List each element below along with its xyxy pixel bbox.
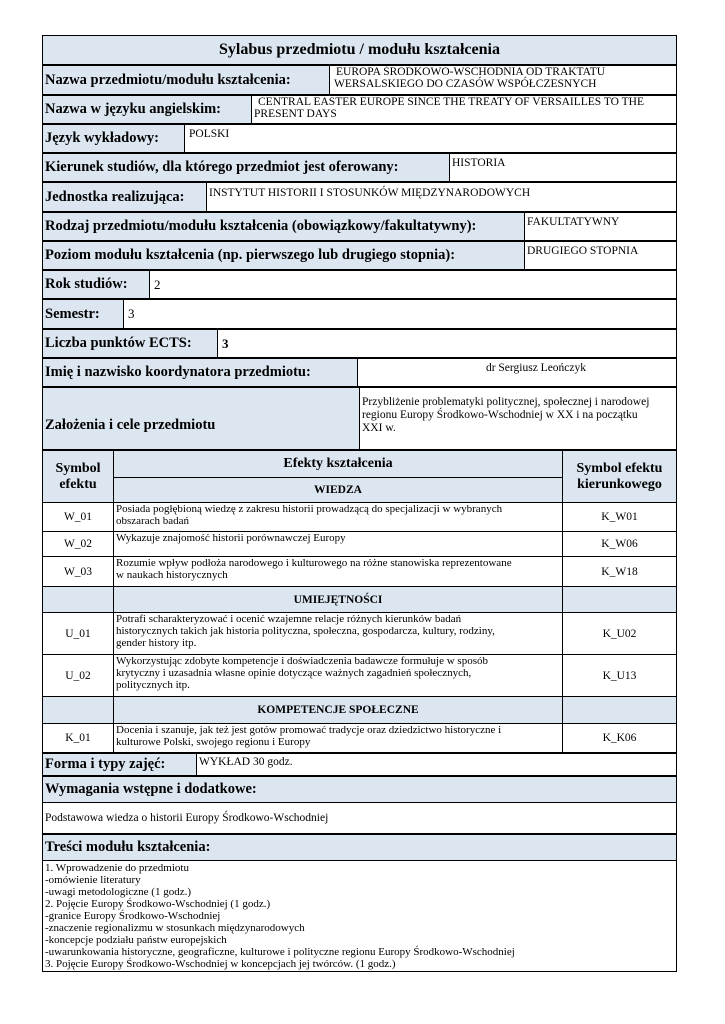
effect-code: W_03 [43,557,114,587]
contents-label: Treści modułu kształcenia: [43,835,677,861]
effect-line: krytyczny i uzasadnia własne opinie dotyczące ważnych zagadnień społecznych, [116,667,472,679]
competence-header-spacer [563,697,677,724]
english-value-line1: CENTRAL EASTER EUROPE SINCE THE TREATY OF VERSAILLES TO THE [258,96,645,108]
document-title: Sylabus przedmiotu / modułu kształcenia [43,36,677,65]
list-item: -koncepcje podziału państw europejskich [45,934,227,946]
effect-code: W_02 [43,532,114,557]
list-item: 1. Wprowadzenie do przedmiotu [45,862,189,874]
name-row [42,65,677,95]
effect-line: w naukach historycznych [116,569,228,581]
language-row [42,124,677,153]
header-table [42,35,677,65]
coordinator-value: dr Sergiusz Leończyk [358,359,677,387]
contents-section [42,834,677,972]
unit-row [42,182,677,212]
semester-label: Semestr: [43,300,124,329]
english-label: Nazwa w języku angielskim: [43,96,252,124]
effect-code: K_01 [43,724,114,753]
requirements-section [42,776,677,834]
competence-header-spacer [43,697,114,724]
direction-value: HISTORIA [450,154,677,182]
effect-description [114,724,563,753]
effect-line: Potrafi scharakteryzować i ocenić wzajemne relacje różnych kierunków badań [116,613,462,625]
level-row [42,241,677,270]
direction-symbol-header [563,451,677,503]
list-item: -granice Europy Środkowo-Wschodniej [45,910,221,922]
competence-header: KOMPETENCJE SPOŁECZNE [114,697,563,724]
effect-description [114,503,563,532]
list-item: -znaczenie regionalizmu w stosunkach międzynarodowych [45,922,305,934]
list-item: -uwagi metodologiczne (1 godz.) [45,886,192,898]
effect-code: U_01 [43,613,114,655]
level-value: DRUGIEGO STOPNIA [525,242,677,270]
effect-ref: K_W18 [563,557,677,587]
type-row [42,212,677,241]
type-value: FAKULTATYWNY [525,213,677,241]
symbol-header [43,451,114,503]
contents-list [43,861,677,972]
direction-row [42,153,677,182]
goals-value-line3: XXI w. [362,422,396,434]
effects-table [42,450,677,753]
type-label: Rodzaj przedmiotu/modułu kształcenia (obowiązkowy/fakultatywny): [43,213,525,241]
english-value-line2: PRESENT DAYS [254,108,337,120]
effect-line: Rozumie wpływ podłoża narodowego i kulturowego na różne stanowiska reprezentowane [116,557,512,569]
effect-description [114,557,563,587]
effect-line: Wykorzystując zdobyte kompetencje i doświadczenia badawcze formułuje w sposób [116,655,488,667]
effect-description [114,532,563,557]
year-label: Rok studiów: [43,271,150,299]
goals-value-line2: regionu Europy Środkowo-Wschodniej w XX i na początku [362,409,638,421]
goals-row [42,387,677,450]
direction-label: Kierunek studiów, dla którego przedmiot jest oferowany: [43,154,450,182]
goals-label: Założenia i cele przedmiotu [43,388,360,450]
effect-description [114,613,563,655]
effect-ref: K_U02 [563,613,677,655]
direction-symbol-header-line1: Symbol efektu [576,460,663,476]
skills-header-spacer [563,587,677,613]
ects-label: Liczba punktów ECTS: [43,330,218,358]
direction-symbol-header-line2: kierunkowego [577,476,662,492]
effect-ref: K_W06 [563,532,677,557]
forms-row [42,753,677,776]
skills-header: UMIEJĘTNOŚCI [114,587,563,613]
language-value: POLSKI [185,125,677,153]
effects-header: Efekty kształcenia [114,451,563,478]
effect-line: Docenia i szanuje, jak też jest gotów promować tradycje oraz dziedzictwo historyczne i [116,724,502,736]
name-value [330,66,677,95]
year-row [42,270,677,299]
name-value-line2: WERSALSKIEGO DO CZASÓW WSPÓŁCZESNYCH [334,78,597,90]
unit-label: Jednostka realizująca: [43,183,207,212]
effect-line: obszarach badań [116,515,189,527]
table-row [43,503,677,532]
effect-line: historycznych takich jak historia polityczna, społeczna, gospodarcza, kultury, rodziny, [116,625,495,637]
name-label: Nazwa przedmiotu/modułu kształcenia: [43,66,330,95]
knowledge-header: WIEDZA [114,478,563,503]
effect-line: politycznych itp. [116,679,190,691]
english-value [252,96,677,124]
coordinator-row [42,358,677,387]
year-value: 2 [150,271,677,299]
table-row [43,557,677,587]
list-item: -omówienie literatury [45,874,141,886]
effect-code: U_02 [43,655,114,697]
effect-ref: K_U13 [563,655,677,697]
level-label: Poziom modułu kształcenia (np. pierwszego lub drugiego stopnia): [43,242,525,270]
skills-header-spacer [43,587,114,613]
requirements-value: Podstawowa wiedza o historii Europy Środkowo-Wschodniej [43,803,677,834]
ects-row [42,329,677,358]
ects-value: 3 [218,330,677,358]
coordinator-label: Imię i nazwisko koordynatora przedmiotu: [43,359,358,387]
list-item: -uwarunkowania historyczne, geograficzne, kulturowe i polityczne regionu Europy Środkowo-Wschodniej [45,946,515,958]
effect-line: gender history itp. [116,637,197,649]
name-value-line1: EUROPA ŚRODKOWO-WSCHODNIA OD TRAKTATU [336,66,606,78]
list-item: 3. Pojęcie Europy Środkowo-Wschodniej w koncepcjach jej twórców. (1 godz.) [45,958,396,970]
language-label: Język wykładowy: [43,125,185,153]
effect-line: Posiada pogłębioną wiedzę z zakresu historii prowadzącą do specjalizacji w wybranych [116,503,503,515]
effect-description [114,655,563,697]
english-row [42,95,677,124]
semester-row [42,299,677,329]
table-row [43,532,677,557]
effect-line: Wykazuje znajomość historii porównawczej Europy [116,532,346,544]
goals-value [360,388,677,450]
effect-ref: K_W01 [563,503,677,532]
symbol-header-line2: efektu [59,476,97,492]
requirements-label: Wymagania wstępne i dodatkowe: [43,777,677,803]
syllabus-document [42,35,676,972]
effect-ref: K_K06 [563,724,677,753]
table-row [43,724,677,753]
symbol-header-line1: Symbol [55,460,101,476]
effect-code: W_01 [43,503,114,532]
unit-value: INSTYTUT HISTORII I STOSUNKÓW MIĘDZYNARODOWYCH [207,183,677,212]
forms-value: WYKŁAD 30 godz. [197,754,677,776]
effect-line: kulturowe Polski, swojego regionu i Europy [116,736,311,748]
list-item: 2. Pojęcie Europy Środkowo-Wschodniej (1 godz.) [45,898,271,910]
table-row [43,613,677,655]
goals-value-line1: Przybliżenie problematyki politycznej, społecznej i narodowej [362,396,650,408]
semester-value: 3 [124,300,677,329]
table-row [43,655,677,697]
forms-label: Forma i typy zajęć: [43,754,197,776]
